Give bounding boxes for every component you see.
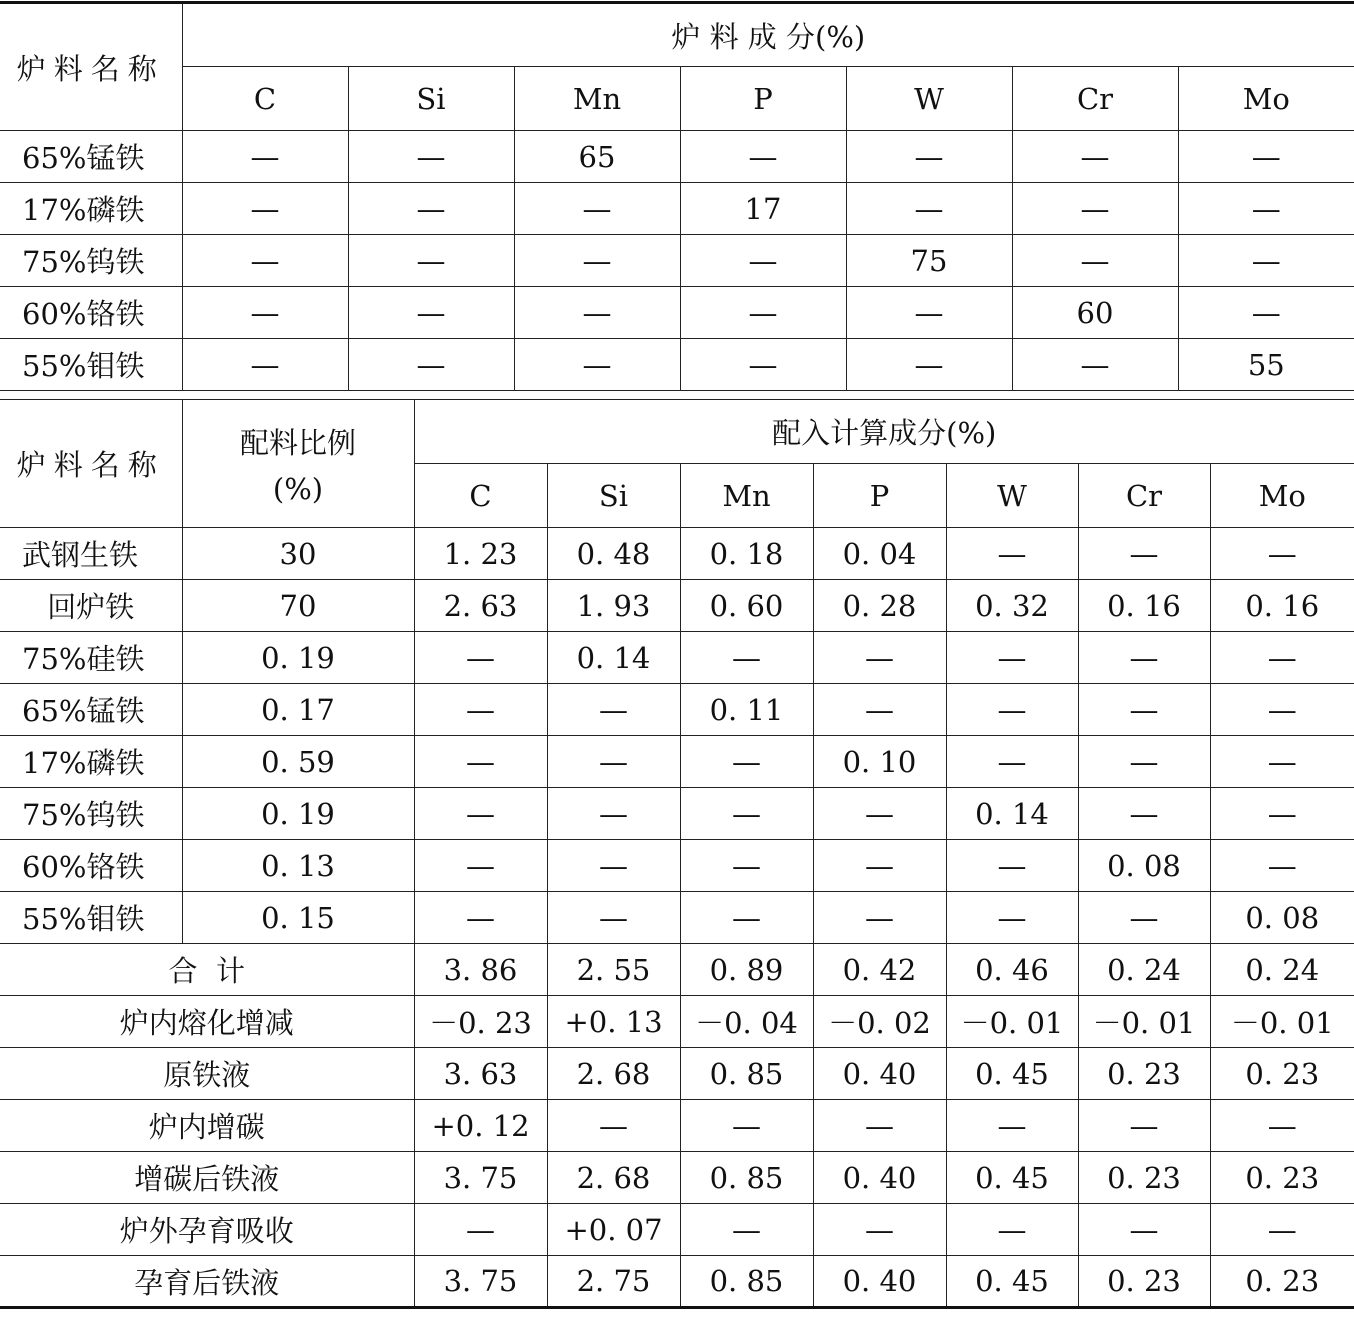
summary-value-cell: 0. 23 bbox=[1078, 1152, 1210, 1204]
composition-cell: — bbox=[846, 131, 1012, 183]
calculated-cell: 0. 16 bbox=[1210, 580, 1354, 632]
charge-name-cell: 75%钨铁 bbox=[0, 235, 182, 287]
element-header: P bbox=[680, 67, 846, 131]
calculated-cell: 1. 23 bbox=[414, 528, 547, 580]
summary-value-cell: — bbox=[680, 1100, 813, 1152]
summary-value-cell: — bbox=[1210, 1100, 1354, 1152]
calculated-cell: — bbox=[680, 736, 813, 788]
summary-label-cell: 合 计 bbox=[0, 944, 414, 996]
calculated-cell: — bbox=[414, 632, 547, 684]
composition-cell: — bbox=[846, 183, 1012, 235]
calculated-cell: — bbox=[547, 684, 680, 736]
composition-cell: — bbox=[348, 131, 514, 183]
calculated-cell: — bbox=[946, 892, 1078, 944]
summary-value-cell: －0. 23 bbox=[414, 996, 547, 1048]
calculated-cell: — bbox=[813, 632, 946, 684]
summary-value-cell: －0. 01 bbox=[946, 996, 1078, 1048]
calculated-cell: — bbox=[1078, 528, 1210, 580]
summary-value-cell: 3. 86 bbox=[414, 944, 547, 996]
composition-cell: — bbox=[680, 339, 846, 391]
summary-value-cell: 2. 68 bbox=[547, 1152, 680, 1204]
calculated-cell: 2. 63 bbox=[414, 580, 547, 632]
summary-value-cell: 0. 45 bbox=[946, 1256, 1078, 1308]
summary-value-cell: 0. 42 bbox=[813, 944, 946, 996]
element-header: Mo bbox=[1178, 67, 1354, 131]
calculated-cell: 0. 28 bbox=[813, 580, 946, 632]
composition-cell: — bbox=[348, 339, 514, 391]
composition-cell: — bbox=[1012, 235, 1178, 287]
table2-summary bbox=[0, 944, 1354, 1308]
charge-name-cell: 17%磷铁 bbox=[0, 183, 182, 235]
charge-name-cell: 武钢生铁 bbox=[0, 528, 182, 580]
summary-value-cell: －0. 04 bbox=[680, 996, 813, 1048]
summary-value-cell: 3. 63 bbox=[414, 1048, 547, 1100]
calculated-composition-table bbox=[0, 399, 1354, 1309]
summary-row bbox=[0, 1204, 1354, 1256]
summary-label-cell: 炉内熔化增减 bbox=[0, 996, 414, 1048]
summary-value-cell: 0. 23 bbox=[1210, 1256, 1354, 1308]
calculated-cell: — bbox=[946, 632, 1078, 684]
composition-cell: — bbox=[846, 339, 1012, 391]
ratio-cell: 0. 15 bbox=[182, 892, 414, 944]
summary-value-cell: －0. 01 bbox=[1078, 996, 1210, 1048]
composition-cell: — bbox=[182, 183, 348, 235]
summary-value-cell: 0. 23 bbox=[1078, 1256, 1210, 1308]
element-header: Mn bbox=[680, 464, 813, 528]
summary-value-cell: — bbox=[946, 1100, 1078, 1152]
calculated-cell: — bbox=[414, 736, 547, 788]
calculated-cell: — bbox=[547, 788, 680, 840]
element-header: P bbox=[813, 464, 946, 528]
summary-value-cell: 0. 85 bbox=[680, 1048, 813, 1100]
table-row bbox=[0, 788, 1354, 840]
summary-row bbox=[0, 944, 1354, 996]
calculated-cell: — bbox=[1210, 632, 1354, 684]
calculated-cell: — bbox=[680, 840, 813, 892]
summary-value-cell: 0. 23 bbox=[1210, 1048, 1354, 1100]
calculated-cell: 0. 48 bbox=[547, 528, 680, 580]
calculated-cell: 0. 04 bbox=[813, 528, 946, 580]
summary-row bbox=[0, 1256, 1354, 1308]
charge-name-cell: 55%钼铁 bbox=[0, 892, 182, 944]
calculated-cell: — bbox=[946, 840, 1078, 892]
calculated-cell: — bbox=[1210, 528, 1354, 580]
summary-value-cell: 0. 46 bbox=[946, 944, 1078, 996]
calculated-cell: — bbox=[813, 840, 946, 892]
calculated-cell: — bbox=[1078, 632, 1210, 684]
calculated-cell: — bbox=[946, 736, 1078, 788]
calculated-cell: 0. 32 bbox=[946, 580, 1078, 632]
summary-value-cell: 0. 40 bbox=[813, 1256, 946, 1308]
composition-cell: — bbox=[680, 235, 846, 287]
summary-label-cell: 增碳后铁液 bbox=[0, 1152, 414, 1204]
element-header: C bbox=[414, 464, 547, 528]
summary-value-cell: 3. 75 bbox=[414, 1152, 547, 1204]
element-header: C bbox=[182, 67, 348, 131]
summary-value-cell: — bbox=[547, 1100, 680, 1152]
calculated-cell: — bbox=[547, 736, 680, 788]
element-header: Si bbox=[348, 67, 514, 131]
summary-value-cell: 0. 24 bbox=[1078, 944, 1210, 996]
element-header: W bbox=[946, 464, 1078, 528]
calculated-cell: — bbox=[547, 840, 680, 892]
charge-composition-group-header: 炉 料 成 分(%) bbox=[182, 3, 1354, 67]
composition-cell: — bbox=[514, 339, 680, 391]
composition-cell: — bbox=[680, 287, 846, 339]
calculated-cell: — bbox=[547, 892, 680, 944]
charge-name-cell: 17%磷铁 bbox=[0, 736, 182, 788]
calculated-cell: 0. 14 bbox=[946, 788, 1078, 840]
table-row bbox=[0, 684, 1354, 736]
calculated-cell: — bbox=[946, 684, 1078, 736]
table-row bbox=[0, 840, 1354, 892]
summary-label-cell: 孕育后铁液 bbox=[0, 1256, 414, 1308]
calculated-cell: — bbox=[414, 684, 547, 736]
composition-cell: 60 bbox=[1012, 287, 1178, 339]
composition-cell: — bbox=[514, 287, 680, 339]
summary-value-cell: 2. 55 bbox=[547, 944, 680, 996]
ratio-cell: 0. 19 bbox=[182, 632, 414, 684]
element-header: W bbox=[846, 67, 1012, 131]
composition-cell: 55 bbox=[1178, 339, 1354, 391]
composition-cell: — bbox=[1178, 183, 1354, 235]
summary-label-cell: 炉内增碳 bbox=[0, 1100, 414, 1152]
charge-name-cell: 60%铬铁 bbox=[0, 840, 182, 892]
composition-cell: — bbox=[680, 131, 846, 183]
composition-cell: — bbox=[514, 183, 680, 235]
calculated-cell: 1. 93 bbox=[547, 580, 680, 632]
table1-header-row bbox=[0, 3, 1354, 67]
calculated-cell: — bbox=[813, 788, 946, 840]
ratio-cell: 70 bbox=[182, 580, 414, 632]
composition-cell: — bbox=[514, 235, 680, 287]
composition-cell: — bbox=[182, 339, 348, 391]
calculated-cell: 0. 16 bbox=[1078, 580, 1210, 632]
summary-value-cell: 0. 23 bbox=[1210, 1152, 1354, 1204]
calculated-cell: 0. 14 bbox=[547, 632, 680, 684]
composition-cell: — bbox=[182, 235, 348, 287]
ratio-header-line1: 配料比例 bbox=[239, 426, 356, 460]
composition-cell: — bbox=[1178, 287, 1354, 339]
table-row bbox=[0, 632, 1354, 684]
element-header: Mn bbox=[514, 67, 680, 131]
summary-value-cell: +0. 07 bbox=[547, 1204, 680, 1256]
summary-value-cell: 2. 75 bbox=[547, 1256, 680, 1308]
calculated-cell: — bbox=[414, 892, 547, 944]
element-header: Mo bbox=[1210, 464, 1354, 528]
charge-name-cell: 75%钨铁 bbox=[0, 788, 182, 840]
summary-value-cell: — bbox=[1078, 1100, 1210, 1152]
table-row bbox=[0, 235, 1354, 287]
summary-value-cell: — bbox=[813, 1100, 946, 1152]
summary-value-cell: 0. 45 bbox=[946, 1048, 1078, 1100]
summary-value-cell: 0. 24 bbox=[1210, 944, 1354, 996]
table2-body bbox=[0, 528, 1354, 944]
summary-label-cell: 原铁液 bbox=[0, 1048, 414, 1100]
summary-value-cell: — bbox=[414, 1204, 547, 1256]
summary-value-cell: — bbox=[1078, 1204, 1210, 1256]
table-row bbox=[0, 287, 1354, 339]
element-header: Cr bbox=[1012, 67, 1178, 131]
element-header: Cr bbox=[1078, 464, 1210, 528]
composition-cell: — bbox=[846, 287, 1012, 339]
ratio-cell: 0. 17 bbox=[182, 684, 414, 736]
calculated-cell: 0. 11 bbox=[680, 684, 813, 736]
calculated-cell: — bbox=[680, 788, 813, 840]
composition-cell: — bbox=[1012, 339, 1178, 391]
table-row bbox=[0, 736, 1354, 788]
summary-value-cell: — bbox=[1210, 1204, 1354, 1256]
composition-cell: — bbox=[182, 287, 348, 339]
summary-row bbox=[0, 1048, 1354, 1100]
composition-cell: 75 bbox=[846, 235, 1012, 287]
summary-value-cell: +0. 12 bbox=[414, 1100, 547, 1152]
summary-row bbox=[0, 1152, 1354, 1204]
summary-value-cell: 0. 40 bbox=[813, 1152, 946, 1204]
charge-name-cell: 回炉铁 bbox=[0, 580, 182, 632]
summary-row bbox=[0, 1100, 1354, 1152]
calculated-cell: — bbox=[946, 528, 1078, 580]
calculated-cell: 0. 08 bbox=[1210, 892, 1354, 944]
calculated-cell: — bbox=[1210, 840, 1354, 892]
ratio-cell: 0. 59 bbox=[182, 736, 414, 788]
ratio-cell: 30 bbox=[182, 528, 414, 580]
summary-value-cell: 0. 23 bbox=[1078, 1048, 1210, 1100]
calculated-cell: — bbox=[1078, 788, 1210, 840]
summary-value-cell: 0. 40 bbox=[813, 1048, 946, 1100]
calculated-cell: — bbox=[813, 892, 946, 944]
charge-name-cell: 75%硅铁 bbox=[0, 632, 182, 684]
ratio-cell: 0. 13 bbox=[182, 840, 414, 892]
summary-row bbox=[0, 996, 1354, 1048]
calculated-cell: — bbox=[1210, 736, 1354, 788]
table-row bbox=[0, 580, 1354, 632]
composition-cell: — bbox=[1178, 131, 1354, 183]
summary-value-cell: 0. 85 bbox=[680, 1152, 813, 1204]
charge-name-cell: 65%锰铁 bbox=[0, 131, 182, 183]
summary-value-cell: －0. 01 bbox=[1210, 996, 1354, 1048]
table2-header-row bbox=[0, 400, 1354, 464]
calculated-cell: — bbox=[680, 632, 813, 684]
element-header: Si bbox=[547, 464, 680, 528]
charge-name-header: 炉料名称 bbox=[0, 3, 182, 131]
summary-value-cell: 2. 68 bbox=[547, 1048, 680, 1100]
calculated-cell: — bbox=[414, 788, 547, 840]
composition-cell: 65 bbox=[514, 131, 680, 183]
charge-composition-table bbox=[0, 1, 1354, 391]
table-row bbox=[0, 892, 1354, 944]
calculated-cell: 0. 60 bbox=[680, 580, 813, 632]
calculated-composition-group-header: 配入计算成分(%) bbox=[414, 400, 1354, 464]
charge-name-cell: 65%锰铁 bbox=[0, 684, 182, 736]
calculated-cell: — bbox=[1078, 684, 1210, 736]
composition-cell: — bbox=[182, 131, 348, 183]
charge-name-cell: 60%铬铁 bbox=[0, 287, 182, 339]
calculated-cell: — bbox=[1210, 684, 1354, 736]
summary-value-cell: 0. 89 bbox=[680, 944, 813, 996]
composition-cell: — bbox=[348, 183, 514, 235]
ratio-header-line2: (%) bbox=[272, 472, 324, 506]
table1-body bbox=[0, 131, 1354, 391]
calculated-cell: — bbox=[813, 684, 946, 736]
calculated-cell: 0. 18 bbox=[680, 528, 813, 580]
composition-cell: — bbox=[348, 287, 514, 339]
calculated-cell: 0. 10 bbox=[813, 736, 946, 788]
composition-cell: — bbox=[1012, 183, 1178, 235]
summary-value-cell: 0. 85 bbox=[680, 1256, 813, 1308]
charge-name-cell: 55%钼铁 bbox=[0, 339, 182, 391]
composition-cell: — bbox=[348, 235, 514, 287]
ratio-header bbox=[182, 400, 414, 528]
summary-label-cell: 炉外孕育吸收 bbox=[0, 1204, 414, 1256]
composition-cell: — bbox=[1178, 235, 1354, 287]
ratio-cell: 0. 19 bbox=[182, 788, 414, 840]
calculated-cell: — bbox=[1210, 788, 1354, 840]
calculated-cell: 0. 08 bbox=[1078, 840, 1210, 892]
summary-value-cell: 0. 45 bbox=[946, 1152, 1078, 1204]
table-row bbox=[0, 528, 1354, 580]
summary-value-cell: — bbox=[946, 1204, 1078, 1256]
composition-cell: — bbox=[1012, 131, 1178, 183]
composition-cell: 17 bbox=[680, 183, 846, 235]
summary-value-cell: — bbox=[680, 1204, 813, 1256]
summary-value-cell: 3. 75 bbox=[414, 1256, 547, 1308]
calculated-cell: — bbox=[1078, 736, 1210, 788]
charge-name-header: 炉料名称 bbox=[0, 400, 182, 528]
table1-element-header-row bbox=[0, 67, 1354, 131]
summary-value-cell: +0. 13 bbox=[547, 996, 680, 1048]
table-row bbox=[0, 339, 1354, 391]
calculated-cell: — bbox=[680, 892, 813, 944]
summary-value-cell: — bbox=[813, 1204, 946, 1256]
calculated-cell: — bbox=[414, 840, 547, 892]
summary-value-cell: －0. 02 bbox=[813, 996, 946, 1048]
table-row bbox=[0, 183, 1354, 235]
calculated-cell: — bbox=[1078, 892, 1210, 944]
table-row bbox=[0, 131, 1354, 183]
